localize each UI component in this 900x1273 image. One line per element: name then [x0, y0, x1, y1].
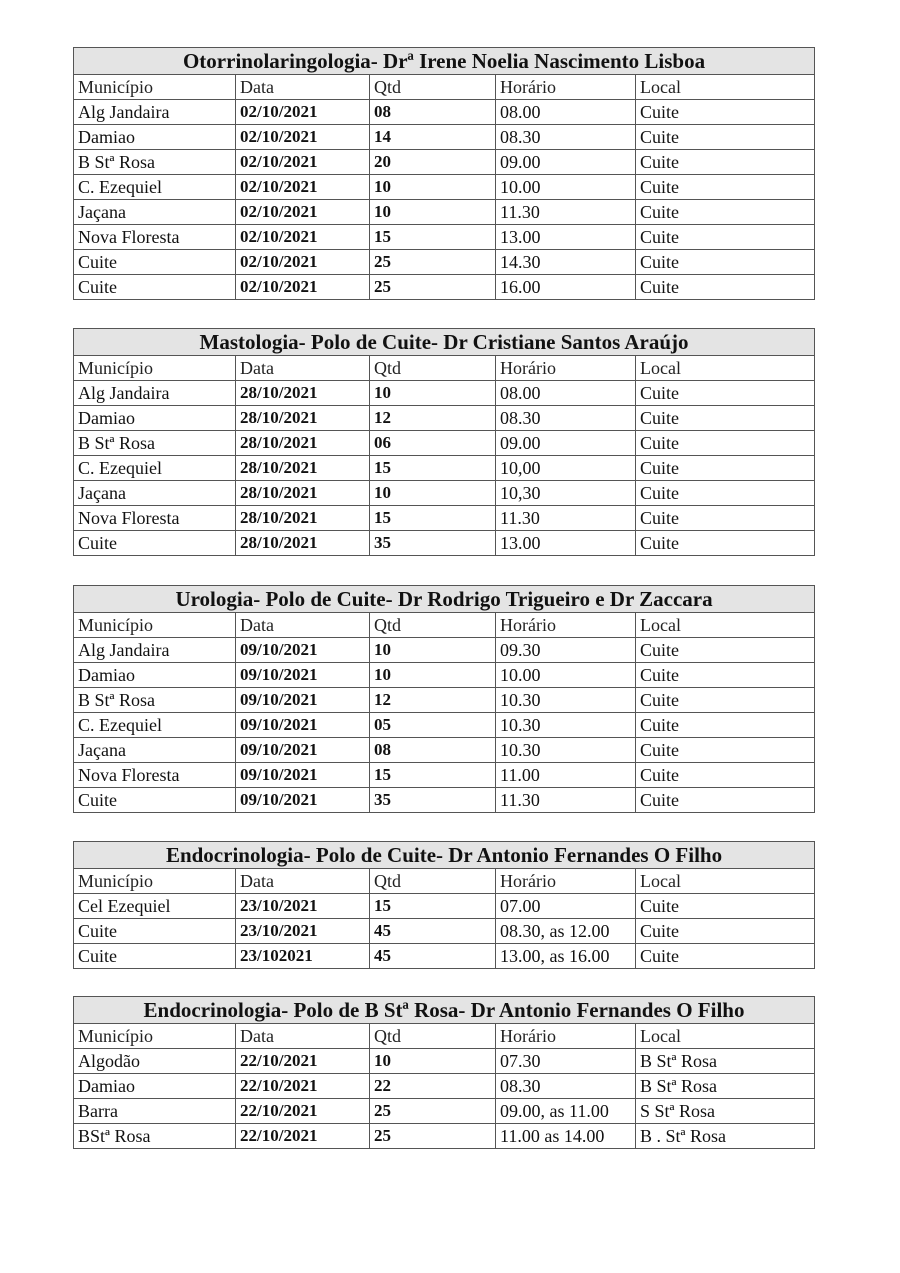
- cell-qtd: 10: [370, 638, 496, 663]
- table-title: Otorrinolaringologia- Drª Irene Noelia Nascimento Lisboa: [74, 48, 815, 75]
- column-header: Data: [236, 1024, 370, 1049]
- cell-horario: 10.30: [496, 713, 636, 738]
- table-row: [74, 663, 815, 688]
- cell-horario: 13.00: [496, 531, 636, 556]
- cell-local: Cuite: [636, 175, 815, 200]
- cell-data: 22/10/2021: [236, 1074, 370, 1099]
- header-row: [74, 75, 815, 100]
- table-row: [74, 150, 815, 175]
- cell-data: 02/10/2021: [236, 150, 370, 175]
- cell-horario: 14.30: [496, 250, 636, 275]
- cell-horario: 07.30: [496, 1049, 636, 1074]
- cell-data: 28/10/2021: [236, 381, 370, 406]
- table-row: [74, 713, 815, 738]
- cell-horario: 10.30: [496, 738, 636, 763]
- cell-local: Cuite: [636, 663, 815, 688]
- cell-qtd: 45: [370, 919, 496, 944]
- cell-municipio: Cuite: [74, 531, 236, 556]
- cell-municipio: Damiao: [74, 1074, 236, 1099]
- cell-qtd: 15: [370, 506, 496, 531]
- cell-municipio: C. Ezequiel: [74, 456, 236, 481]
- cell-horario: 08.00: [496, 381, 636, 406]
- table-row: [74, 100, 815, 125]
- schedule-table: [73, 841, 815, 969]
- cell-horario: 08.30, as 12.00: [496, 919, 636, 944]
- column-header: Local: [636, 613, 815, 638]
- cell-data: 28/10/2021: [236, 456, 370, 481]
- cell-local: Cuite: [636, 406, 815, 431]
- table-title: Endocrinologia- Polo de B Stª Rosa- Dr Antonio Fernandes O Filho: [74, 997, 815, 1024]
- cell-qtd: 45: [370, 944, 496, 969]
- cell-municipio: Jaçana: [74, 738, 236, 763]
- cell-qtd: 25: [370, 1124, 496, 1149]
- cell-data: 09/10/2021: [236, 738, 370, 763]
- cell-local: Cuite: [636, 481, 815, 506]
- cell-municipio: BStª Rosa: [74, 1124, 236, 1149]
- cell-data: 02/10/2021: [236, 275, 370, 300]
- cell-municipio: Damiao: [74, 406, 236, 431]
- cell-qtd: 25: [370, 1099, 496, 1124]
- cell-data: 09/10/2021: [236, 788, 370, 813]
- cell-municipio: C. Ezequiel: [74, 175, 236, 200]
- cell-qtd: 15: [370, 894, 496, 919]
- cell-municipio: C. Ezequiel: [74, 713, 236, 738]
- cell-municipio: Nova Floresta: [74, 225, 236, 250]
- table-row: [74, 738, 815, 763]
- cell-local: Cuite: [636, 150, 815, 175]
- cell-data: 23/102021: [236, 944, 370, 969]
- cell-local: Cuite: [636, 381, 815, 406]
- table-row: [74, 944, 815, 969]
- cell-data: 02/10/2021: [236, 125, 370, 150]
- header-row: [74, 869, 815, 894]
- table-title: Urologia- Polo de Cuite- Dr Rodrigo Trigueiro e Dr Zaccara: [74, 586, 815, 613]
- cell-data: 22/10/2021: [236, 1099, 370, 1124]
- cell-horario: 13.00: [496, 225, 636, 250]
- cell-data: 28/10/2021: [236, 406, 370, 431]
- cell-local: Cuite: [636, 944, 815, 969]
- cell-data: 28/10/2021: [236, 506, 370, 531]
- cell-horario: 10,00: [496, 456, 636, 481]
- cell-data: 28/10/2021: [236, 431, 370, 456]
- table-row: [74, 125, 815, 150]
- column-header: Município: [74, 356, 236, 381]
- cell-municipio: Jaçana: [74, 481, 236, 506]
- cell-municipio: Barra: [74, 1099, 236, 1124]
- cell-qtd: 15: [370, 763, 496, 788]
- cell-local: Cuite: [636, 713, 815, 738]
- cell-municipio: B Stª Rosa: [74, 150, 236, 175]
- cell-qtd: 08: [370, 100, 496, 125]
- table-row: [74, 506, 815, 531]
- cell-local: Cuite: [636, 638, 815, 663]
- column-header: Horário: [496, 869, 636, 894]
- cell-qtd: 35: [370, 788, 496, 813]
- cell-qtd: 10: [370, 1049, 496, 1074]
- column-header: Data: [236, 613, 370, 638]
- cell-municipio: Cuite: [74, 788, 236, 813]
- cell-local: B Stª Rosa: [636, 1049, 815, 1074]
- cell-data: 02/10/2021: [236, 250, 370, 275]
- cell-horario: 09.00, as 11.00: [496, 1099, 636, 1124]
- cell-municipio: Alg Jandaira: [74, 381, 236, 406]
- cell-horario: 11.30: [496, 200, 636, 225]
- column-header: Local: [636, 356, 815, 381]
- cell-local: B . Stª Rosa: [636, 1124, 815, 1149]
- table-row: [74, 638, 815, 663]
- table-row: [74, 275, 815, 300]
- table-row: [74, 1124, 815, 1149]
- cell-data: 28/10/2021: [236, 481, 370, 506]
- table-row: [74, 1099, 815, 1124]
- cell-local: Cuite: [636, 200, 815, 225]
- cell-municipio: Alg Jandaira: [74, 100, 236, 125]
- cell-municipio: Nova Floresta: [74, 506, 236, 531]
- cell-horario: 07.00: [496, 894, 636, 919]
- column-header: Qtd: [370, 1024, 496, 1049]
- column-header: Data: [236, 75, 370, 100]
- column-header: Local: [636, 1024, 815, 1049]
- column-header: Município: [74, 613, 236, 638]
- cell-horario: 08.00: [496, 100, 636, 125]
- cell-municipio: Alg Jandaira: [74, 638, 236, 663]
- cell-horario: 10.00: [496, 175, 636, 200]
- cell-qtd: 14: [370, 125, 496, 150]
- table-row: [74, 919, 815, 944]
- cell-horario: 11.30: [496, 506, 636, 531]
- cell-qtd: 05: [370, 713, 496, 738]
- cell-qtd: 15: [370, 225, 496, 250]
- cell-municipio: B Stª Rosa: [74, 431, 236, 456]
- header-row: [74, 356, 815, 381]
- cell-horario: 09.00: [496, 431, 636, 456]
- cell-horario: 08.30: [496, 1074, 636, 1099]
- column-header: Horário: [496, 613, 636, 638]
- cell-horario: 08.30: [496, 125, 636, 150]
- cell-qtd: 35: [370, 531, 496, 556]
- cell-municipio: Damiao: [74, 663, 236, 688]
- cell-data: 23/10/2021: [236, 894, 370, 919]
- table-title: Mastologia- Polo de Cuite- Dr Cristiane Santos Araújo: [74, 329, 815, 356]
- cell-qtd: 10: [370, 200, 496, 225]
- cell-local: Cuite: [636, 919, 815, 944]
- table-row: [74, 431, 815, 456]
- cell-horario: 10.00: [496, 663, 636, 688]
- cell-data: 02/10/2021: [236, 225, 370, 250]
- table-row: [74, 688, 815, 713]
- cell-data: 09/10/2021: [236, 638, 370, 663]
- cell-municipio: Cuite: [74, 250, 236, 275]
- cell-data: 22/10/2021: [236, 1049, 370, 1074]
- cell-horario: 10.30: [496, 688, 636, 713]
- cell-qtd: 25: [370, 250, 496, 275]
- cell-data: 02/10/2021: [236, 100, 370, 125]
- column-header: Município: [74, 869, 236, 894]
- cell-horario: 13.00, as 16.00: [496, 944, 636, 969]
- cell-municipio: B Stª Rosa: [74, 688, 236, 713]
- header-row: [74, 1024, 815, 1049]
- cell-qtd: 15: [370, 456, 496, 481]
- column-header: Qtd: [370, 356, 496, 381]
- cell-local: Cuite: [636, 688, 815, 713]
- table-row: [74, 250, 815, 275]
- column-header: Município: [74, 1024, 236, 1049]
- table-row: [74, 531, 815, 556]
- column-header: Município: [74, 75, 236, 100]
- cell-horario: 11.00: [496, 763, 636, 788]
- cell-local: Cuite: [636, 431, 815, 456]
- cell-qtd: 10: [370, 381, 496, 406]
- column-header: Data: [236, 869, 370, 894]
- schedule-table: [73, 47, 815, 300]
- column-header: Local: [636, 75, 815, 100]
- cell-municipio: Nova Floresta: [74, 763, 236, 788]
- cell-local: Cuite: [636, 531, 815, 556]
- table-title: Endocrinologia- Polo de Cuite- Dr Antonio Fernandes O Filho: [74, 842, 815, 869]
- cell-municipio: Algodão: [74, 1049, 236, 1074]
- cell-local: Cuite: [636, 225, 815, 250]
- cell-data: 09/10/2021: [236, 713, 370, 738]
- cell-horario: 11.30: [496, 788, 636, 813]
- cell-municipio: Cel Ezequiel: [74, 894, 236, 919]
- table-row: [74, 381, 815, 406]
- table-row: [74, 894, 815, 919]
- cell-horario: 11.00 as 14.00: [496, 1124, 636, 1149]
- table-row: [74, 481, 815, 506]
- column-header: Data: [236, 356, 370, 381]
- column-header: Qtd: [370, 613, 496, 638]
- cell-data: 23/10/2021: [236, 919, 370, 944]
- cell-horario: 16.00: [496, 275, 636, 300]
- column-header: Qtd: [370, 869, 496, 894]
- cell-local: S Stª Rosa: [636, 1099, 815, 1124]
- cell-data: 22/10/2021: [236, 1124, 370, 1149]
- cell-qtd: 06: [370, 431, 496, 456]
- cell-data: 02/10/2021: [236, 175, 370, 200]
- column-header: Local: [636, 869, 815, 894]
- column-header: Qtd: [370, 75, 496, 100]
- cell-municipio: Cuite: [74, 944, 236, 969]
- cell-qtd: 08: [370, 738, 496, 763]
- cell-municipio: Damiao: [74, 125, 236, 150]
- cell-qtd: 20: [370, 150, 496, 175]
- cell-data: 28/10/2021: [236, 531, 370, 556]
- cell-horario: 09.30: [496, 638, 636, 663]
- table-row: [74, 175, 815, 200]
- schedule-table: [73, 996, 815, 1149]
- cell-horario: 09.00: [496, 150, 636, 175]
- column-header: Horário: [496, 1024, 636, 1049]
- table-row: [74, 406, 815, 431]
- table-row: [74, 225, 815, 250]
- schedule-table: [73, 328, 815, 556]
- column-header: Horário: [496, 356, 636, 381]
- table-row: [74, 1074, 815, 1099]
- cell-municipio: Cuite: [74, 275, 236, 300]
- cell-qtd: 22: [370, 1074, 496, 1099]
- cell-qtd: 25: [370, 275, 496, 300]
- cell-local: Cuite: [636, 125, 815, 150]
- cell-qtd: 12: [370, 688, 496, 713]
- cell-local: Cuite: [636, 763, 815, 788]
- cell-local: Cuite: [636, 738, 815, 763]
- cell-local: Cuite: [636, 100, 815, 125]
- cell-local: Cuite: [636, 506, 815, 531]
- table-row: [74, 200, 815, 225]
- cell-qtd: 10: [370, 481, 496, 506]
- cell-data: 02/10/2021: [236, 200, 370, 225]
- table-row: [74, 763, 815, 788]
- cell-qtd: 10: [370, 663, 496, 688]
- header-row: [74, 613, 815, 638]
- cell-horario: 10,30: [496, 481, 636, 506]
- cell-municipio: Jaçana: [74, 200, 236, 225]
- cell-local: Cuite: [636, 456, 815, 481]
- cell-municipio: Cuite: [74, 919, 236, 944]
- cell-data: 09/10/2021: [236, 688, 370, 713]
- cell-qtd: 10: [370, 175, 496, 200]
- cell-data: 09/10/2021: [236, 663, 370, 688]
- table-row: [74, 788, 815, 813]
- cell-local: Cuite: [636, 788, 815, 813]
- schedule-table: [73, 585, 815, 813]
- cell-horario: 08.30: [496, 406, 636, 431]
- column-header: Horário: [496, 75, 636, 100]
- cell-local: Cuite: [636, 275, 815, 300]
- cell-local: Cuite: [636, 250, 815, 275]
- cell-local: Cuite: [636, 894, 815, 919]
- cell-qtd: 12: [370, 406, 496, 431]
- cell-local: B Stª Rosa: [636, 1074, 815, 1099]
- cell-data: 09/10/2021: [236, 763, 370, 788]
- table-row: [74, 1049, 815, 1074]
- table-row: [74, 456, 815, 481]
